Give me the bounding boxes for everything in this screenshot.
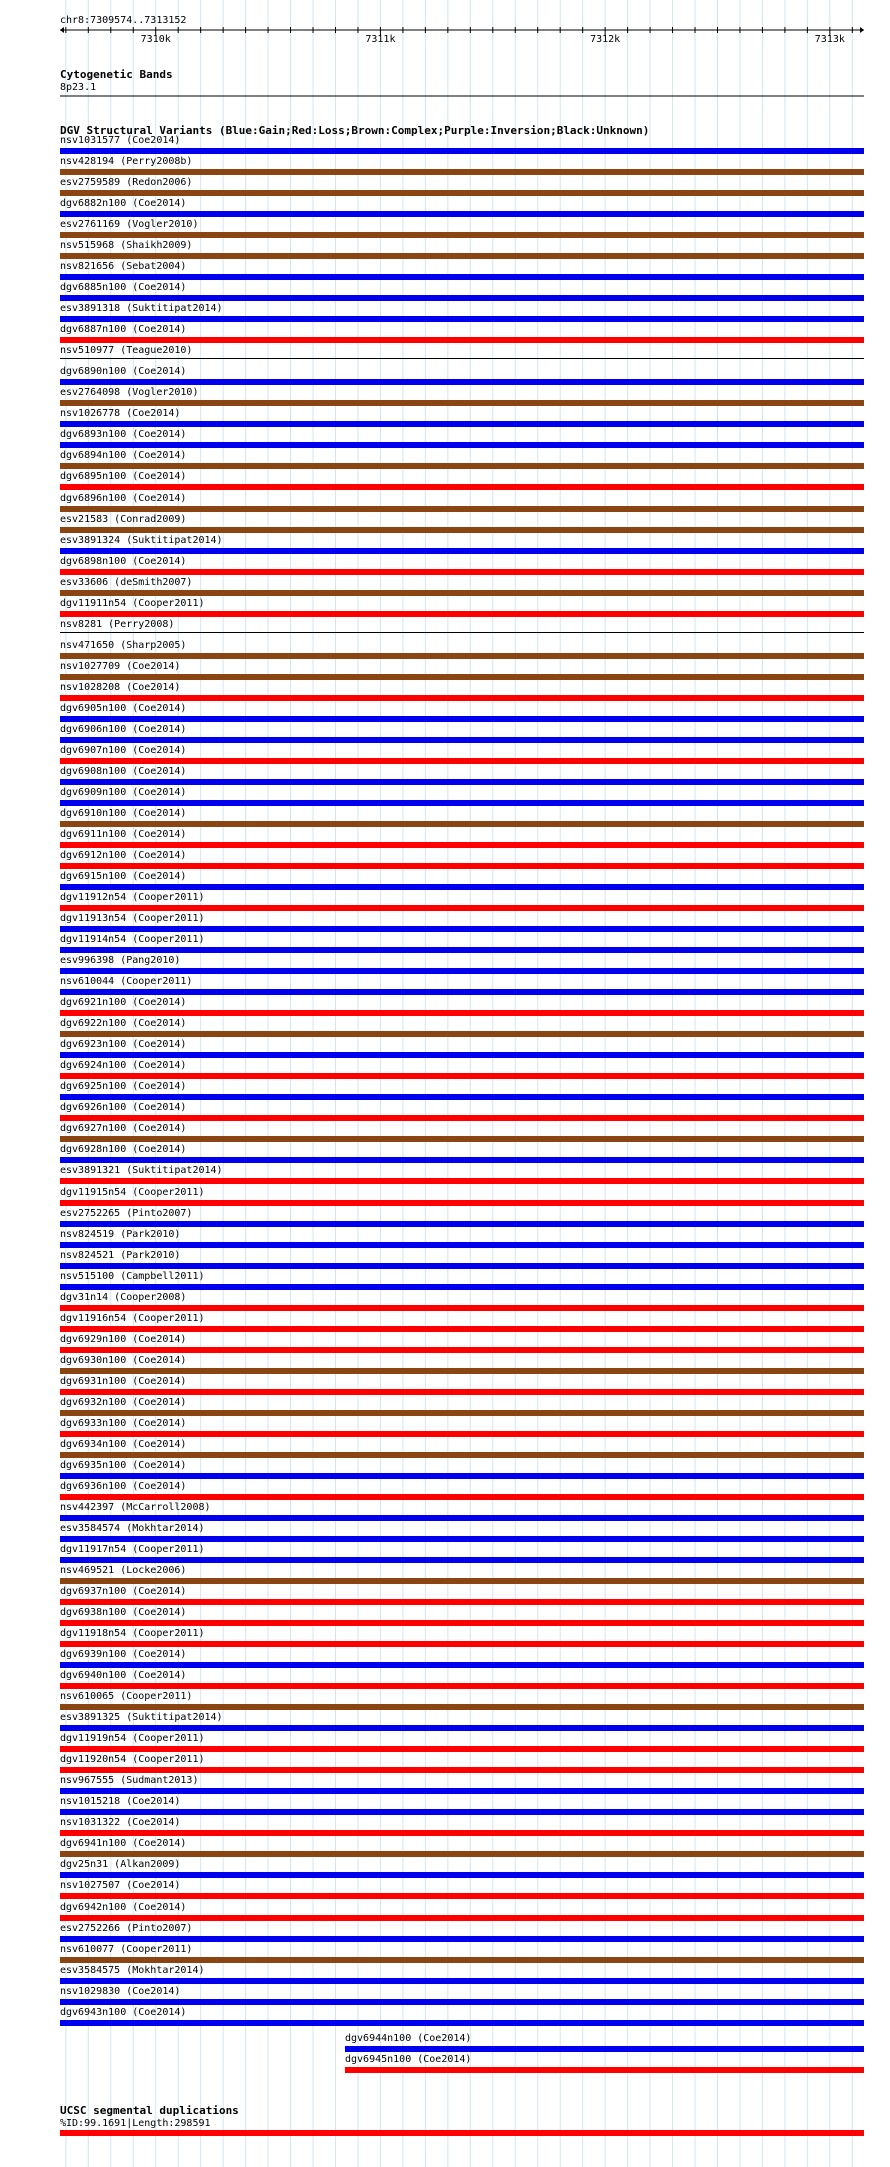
variant-label: dgv6894n100 (Coe2014) (60, 450, 187, 462)
variant-bar-loss[interactable] (60, 1431, 864, 1437)
variant-label: dgv11914n54 (Cooper2011) (60, 934, 205, 946)
variant-label: dgv6942n100 (Coe2014) (60, 1901, 187, 1913)
variant-bar-gain[interactable] (60, 1242, 864, 1248)
variant-bar-loss[interactable] (60, 1893, 864, 1899)
variant-label: dgv6905n100 (Coe2014) (60, 702, 187, 714)
variant-bar-complex[interactable] (60, 1368, 864, 1374)
variant-bar-gain[interactable] (60, 1094, 864, 1100)
variant-label: nsv8281 (Perry2008) (60, 618, 175, 630)
variant-label: dgv6925n100 (Coe2014) (60, 1081, 187, 1093)
variant-bar-gain[interactable] (60, 1809, 864, 1815)
variant-label: dgv6890n100 (Coe2014) (60, 366, 187, 378)
variant-bar-gain[interactable] (60, 316, 864, 322)
ruler-tick-label: 7312k (590, 34, 621, 45)
variant-bar-gain[interactable] (60, 1725, 864, 1731)
variant-label: dgv6926n100 (Coe2014) (60, 1102, 187, 1114)
variant-label: dgv11911n54 (Cooper2011) (60, 597, 205, 609)
dgv-track-title: DGV Structural Variants (Blue:Gain;Red:Loss;Brown:Complex;Purple:Inversion;Black:Unknown) (60, 124, 650, 137)
variant-label: dgv11913n54 (Cooper2011) (60, 913, 205, 925)
variant-label: esv21583 (Conrad2009) (60, 513, 187, 525)
variant-bar-complex[interactable] (60, 590, 864, 596)
variant-label: dgv6933n100 (Coe2014) (60, 1417, 187, 1429)
variant-label: dgv6930n100 (Coe2014) (60, 1354, 187, 1366)
variant-label: nsv1027709 (Coe2014) (60, 660, 181, 672)
variant-label: dgv6915n100 (Coe2014) (60, 871, 187, 883)
variant-label: esv2752265 (Pinto2007) (60, 1207, 193, 1219)
variant-label: dgv11917n54 (Cooper2011) (60, 1544, 205, 1555)
variant-label: dgv6924n100 (Coe2014) (60, 1060, 187, 1072)
variant-label: esv2752266 (Pinto2007) (60, 1922, 193, 1934)
variant-label: dgv25n31 (Alkan2009) (60, 1859, 181, 1871)
variant-label: nsv428194 (Perry2008b) (60, 156, 193, 168)
cytoband-label: 8p23.1 (60, 82, 97, 93)
variant-label: dgv6939n100 (Coe2014) (60, 1649, 187, 1661)
variant-label: nsv610077 (Cooper2011) (60, 1943, 193, 1955)
variant-bar-complex[interactable] (60, 400, 864, 406)
variant-bar-complex[interactable] (60, 1452, 864, 1458)
variant-label: dgv31n14 (Cooper2008) (60, 1291, 187, 1303)
variant-bar-loss[interactable] (60, 863, 864, 869)
variant-bar-gain[interactable] (60, 211, 864, 217)
variant-label: esv3584575 (Mokhtar2014) (60, 1964, 205, 1976)
variant-label: dgv6898n100 (Coe2014) (60, 555, 187, 567)
variant-label: nsv824519 (Park2010) (60, 1228, 181, 1240)
variant-label: nsv515100 (Campbell2011) (60, 1270, 205, 1282)
variant-bar-gain[interactable] (60, 947, 864, 953)
variant-bar-complex[interactable] (60, 821, 864, 827)
variant-bar-complex[interactable] (60, 1851, 864, 1857)
variant-bar-loss[interactable] (60, 1683, 864, 1689)
variant-label: dgv6934n100 (Coe2014) (60, 1438, 187, 1450)
variant-label: nsv821656 (Sebat2004) (60, 261, 187, 273)
variant-bar-complex[interactable] (60, 190, 864, 196)
ruler-end-arrow (860, 27, 864, 33)
variant-label: dgv6931n100 (Coe2014) (60, 1375, 187, 1387)
variant-bar-gain[interactable] (60, 1536, 864, 1542)
variant-label: dgv11920n54 (Cooper2011) (60, 1754, 205, 1766)
variant-label: dgv6935n100 (Coe2014) (60, 1459, 187, 1471)
variant-label: dgv6882n100 (Coe2014) (60, 198, 187, 210)
variant-bar-loss[interactable] (60, 484, 864, 490)
variant-bar-loss[interactable] (60, 1494, 864, 1500)
variant-bar-loss[interactable] (60, 905, 864, 911)
variant-label: dgv6895n100 (Coe2014) (60, 471, 187, 483)
variant-bar-loss[interactable] (60, 1326, 864, 1332)
variant-label: dgv6893n100 (Coe2014) (60, 429, 187, 441)
variant-bar-loss[interactable] (60, 1915, 864, 1921)
variant-label: dgv11918n54 (Cooper2011) (60, 1628, 205, 1640)
variant-label: nsv442397 (McCarroll2008) (60, 1501, 211, 1513)
variant-bar-loss[interactable] (60, 842, 864, 848)
variant-label: esv3584574 (Mokhtar2014) (60, 1522, 205, 1534)
variant-label: nsv1031322 (Coe2014) (60, 1817, 181, 1829)
variant-label: dgv6908n100 (Coe2014) (60, 765, 187, 777)
variant-label: nsv610044 (Cooper2011) (60, 976, 193, 988)
variant-bar-gain[interactable] (60, 1557, 864, 1563)
variant-label: nsv610065 (Cooper2011) (60, 1691, 193, 1703)
variant-bar-gain[interactable] (60, 968, 864, 974)
variant-label: dgv6938n100 (Coe2014) (60, 1607, 187, 1619)
variant-bar-gain[interactable] (60, 1284, 864, 1290)
variant-bar-unknown[interactable] (60, 358, 864, 359)
variant-label: nsv1027507 (Coe2014) (60, 1880, 181, 1892)
variant-label: esv996398 (Pang2010) (60, 955, 181, 967)
variant-label: nsv469521 (Locke2006) (60, 1565, 187, 1577)
variant-bar-loss[interactable] (60, 1115, 864, 1121)
variant-bar-loss[interactable] (60, 1010, 864, 1016)
variant-label: dgv6929n100 (Coe2014) (60, 1333, 187, 1345)
variant-bar-complex[interactable] (60, 1031, 864, 1037)
ruler-label: chr8:7309574..7313152 (60, 15, 187, 26)
variant-label: dgv11915n54 (Cooper2011) (60, 1186, 205, 1198)
variant-label: nsv1031577 (Coe2014) (60, 135, 181, 146)
variant-bar-gain[interactable] (60, 1473, 864, 1479)
variant-label: esv3891325 (Suktitipat2014) (60, 1712, 223, 1724)
variant-bar-gain[interactable] (60, 884, 864, 890)
variant-label: nsv1028208 (Coe2014) (60, 681, 181, 693)
variant-bar-loss[interactable] (60, 1347, 864, 1353)
segdup-title: UCSC segmental duplications (60, 2104, 239, 2117)
variant-bar-gain[interactable] (60, 1662, 864, 1668)
variant-bar-loss[interactable] (60, 1830, 864, 1836)
variant-label: dgv11919n54 (Cooper2011) (60, 1733, 205, 1745)
variant-bar-loss[interactable] (345, 2067, 864, 2073)
variant-bar-loss[interactable] (60, 569, 864, 575)
variant-label: dgv6909n100 (Coe2014) (60, 786, 187, 798)
variant-bar-loss[interactable] (60, 1620, 864, 1626)
variant-label: dgv6943n100 (Coe2014) (60, 2006, 187, 2018)
ruler-tick-label: 7311k (365, 34, 396, 45)
variant-bar-unknown[interactable] (60, 632, 864, 633)
variant-label: esv2761169 (Vogler2010) (60, 219, 199, 231)
variant-bar-gain[interactable] (60, 716, 864, 722)
variant-label: dgv6940n100 (Coe2014) (60, 1670, 187, 1682)
variant-label: dgv6922n100 (Coe2014) (60, 1018, 187, 1030)
variant-bar-loss[interactable] (60, 695, 864, 701)
variant-label: nsv1029830 (Coe2014) (60, 1985, 181, 1997)
cytoband-title: Cytogenetic Bands (60, 68, 173, 81)
variant-bar-gain[interactable] (60, 989, 864, 995)
variant-bar-complex[interactable] (60, 674, 864, 680)
variant-label: dgv6896n100 (Coe2014) (60, 492, 187, 504)
variant-label: dgv6921n100 (Coe2014) (60, 997, 187, 1009)
variant-label: esv2764098 (Vogler2010) (60, 387, 199, 399)
variant-label: dgv11916n54 (Cooper2011) (60, 1312, 205, 1324)
variant-bar-complex[interactable] (60, 463, 864, 469)
variant-label: nsv967555 (Sudmant2013) (60, 1775, 199, 1787)
variant-bar-complex[interactable] (60, 527, 864, 533)
variant-bar-loss[interactable] (60, 611, 864, 617)
variant-bar-gain[interactable] (60, 1978, 864, 1984)
variant-label: dgv6932n100 (Coe2014) (60, 1396, 187, 1408)
variant-bar-gain[interactable] (60, 442, 864, 448)
segdup-info: %ID:99.1691|Length:298591 (60, 2118, 211, 2129)
variant-bar-complex[interactable] (60, 253, 864, 259)
variant-bar-loss[interactable] (60, 758, 864, 764)
variant-label: dgv6945n100 (Coe2014) (345, 2053, 472, 2065)
variant-bar-gain[interactable] (60, 1157, 864, 1163)
variant-label: esv3891321 (Suktitipat2014) (60, 1165, 223, 1177)
variant-bar-gain[interactable] (60, 295, 864, 301)
variant-label: dgv6927n100 (Coe2014) (60, 1123, 187, 1135)
variant-bar-complex[interactable] (60, 653, 864, 659)
variant-bar-gain[interactable] (60, 1052, 864, 1058)
variant-label: dgv6885n100 (Coe2014) (60, 282, 187, 294)
variant-bar-loss[interactable] (60, 1767, 864, 1773)
variant-label: nsv1015218 (Coe2014) (60, 1796, 181, 1808)
variant-bar-complex[interactable] (60, 506, 864, 512)
variant-bar-gain[interactable] (60, 1936, 864, 1942)
variant-bar-loss[interactable] (60, 1178, 864, 1184)
variant-bar-gain[interactable] (60, 274, 864, 280)
variant-bar-gain[interactable] (60, 800, 864, 806)
variant-label: nsv515968 (Shaikh2009) (60, 240, 193, 252)
variant-label: nsv824521 (Park2010) (60, 1249, 181, 1261)
variant-label: esv3891318 (Suktitipat2014) (60, 303, 223, 315)
variant-label: dgv6937n100 (Coe2014) (60, 1586, 187, 1598)
variant-bar-loss[interactable] (60, 1305, 864, 1311)
variant-label: dgv6944n100 (Coe2014) (345, 2032, 472, 2044)
variant-bar-gain[interactable] (60, 1999, 864, 2005)
variant-bar-complex[interactable] (60, 169, 864, 175)
variant-bar-complex[interactable] (60, 1704, 864, 1710)
ruler-tick-label: 7310k (140, 34, 171, 45)
variant-bar-loss[interactable] (60, 337, 864, 343)
variant-bar-loss[interactable] (60, 1073, 864, 1079)
variant-bar-gain[interactable] (345, 2046, 864, 2052)
segdup-bar[interactable] (60, 2130, 864, 2136)
variant-label: esv2759589 (Redon2006) (60, 177, 193, 189)
variant-bar-complex[interactable] (60, 1957, 864, 1963)
variant-bar-gain[interactable] (60, 1221, 864, 1227)
variant-bar-loss[interactable] (60, 1389, 864, 1395)
variant-bar-gain[interactable] (60, 1515, 864, 1521)
variant-label: dgv6928n100 (Coe2014) (60, 1144, 187, 1156)
variant-bar-gain[interactable] (60, 1872, 864, 1878)
variant-bar-complex[interactable] (60, 1578, 864, 1584)
variant-bar-gain[interactable] (60, 421, 864, 427)
variant-label: nsv1026778 (Coe2014) (60, 408, 181, 420)
variant-label: dgv6887n100 (Coe2014) (60, 324, 187, 336)
variant-label: nsv471650 (Sharp2005) (60, 639, 187, 651)
variant-bar-gain[interactable] (60, 379, 864, 385)
variant-bar-complex[interactable] (60, 1410, 864, 1416)
variant-bar-gain[interactable] (60, 737, 864, 743)
variant-bar-gain[interactable] (60, 148, 864, 154)
variant-bar-loss[interactable] (60, 1599, 864, 1605)
variant-label: esv3891324 (Suktitipat2014) (60, 534, 223, 546)
variant-bar-complex[interactable] (60, 1136, 864, 1142)
variant-label: dgv6906n100 (Coe2014) (60, 723, 187, 735)
variant-bar-gain[interactable] (60, 1263, 864, 1269)
ruler-end-arrow (60, 27, 64, 33)
variant-bar-loss[interactable] (60, 1200, 864, 1206)
variant-bar-gain[interactable] (60, 548, 864, 554)
variant-label: esv33606 (deSmith2007) (60, 576, 193, 588)
variant-bar-loss[interactable] (60, 1641, 864, 1647)
variant-label: nsv510977 (Teague2010) (60, 345, 193, 357)
variant-bar-loss[interactable] (60, 1746, 864, 1752)
variant-bar-complex[interactable] (60, 232, 864, 238)
variant-bar-gain[interactable] (60, 1788, 864, 1794)
variant-label: dgv6923n100 (Coe2014) (60, 1039, 187, 1051)
variant-label: dgv6941n100 (Coe2014) (60, 1838, 187, 1850)
variant-label: dgv6936n100 (Coe2014) (60, 1480, 187, 1492)
variant-bar-gain[interactable] (60, 926, 864, 932)
variant-bar-gain[interactable] (60, 779, 864, 785)
variant-label: dgv6910n100 (Coe2014) (60, 807, 187, 819)
variant-bar-gain[interactable] (60, 2020, 864, 2026)
variant-label: dgv6907n100 (Coe2014) (60, 744, 187, 756)
variant-label: dgv6911n100 (Coe2014) (60, 828, 187, 840)
ruler-tick-label: 7313k (814, 34, 845, 45)
variant-label: dgv11912n54 (Cooper2011) (60, 892, 205, 904)
variant-label: dgv6912n100 (Coe2014) (60, 850, 187, 862)
